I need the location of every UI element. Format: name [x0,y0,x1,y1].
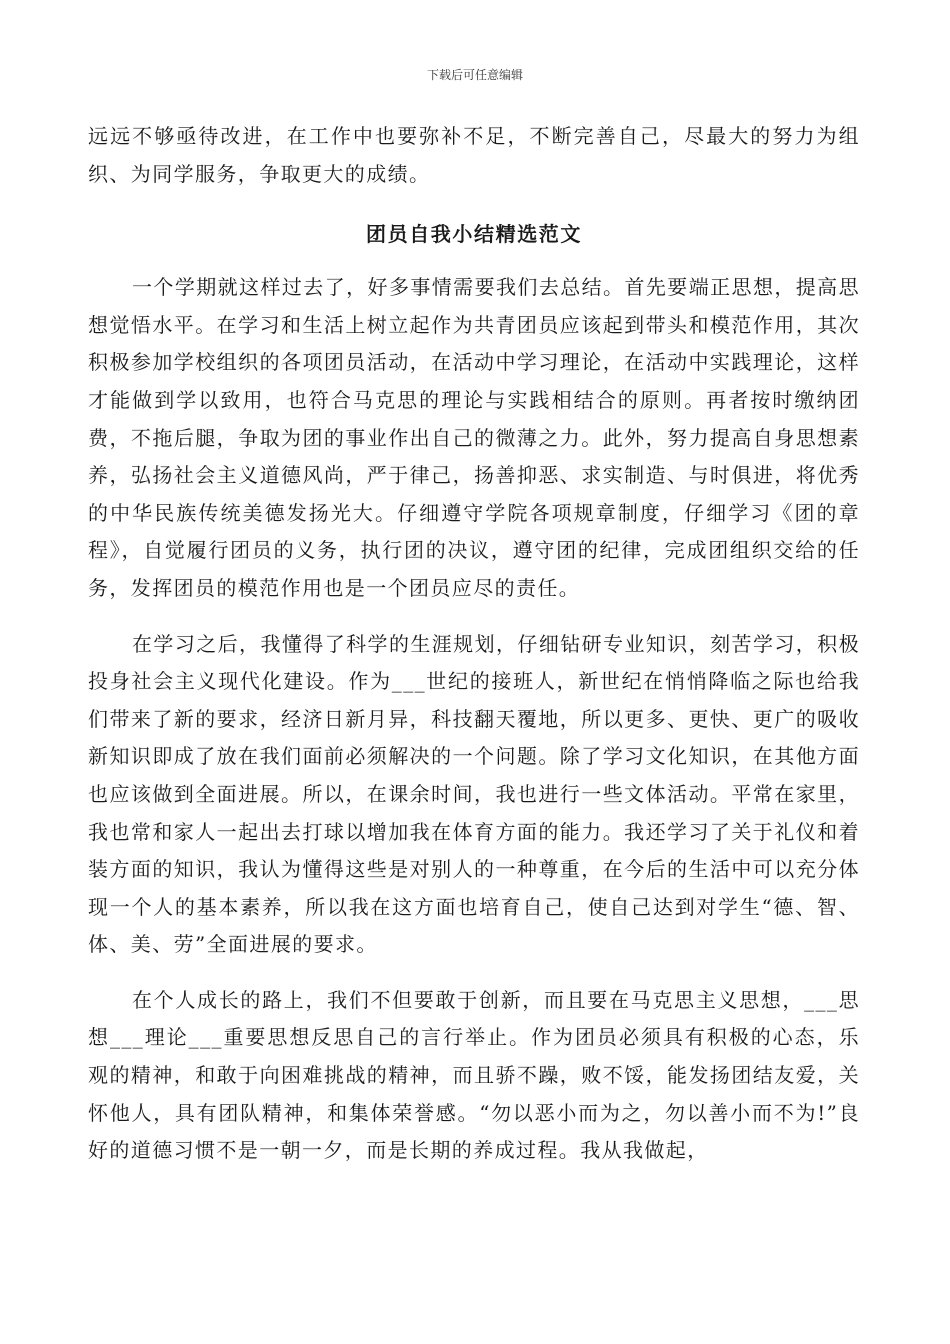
paragraph-gap [88,608,860,626]
body-paragraph-2: 在学习之后，我懂得了科学的生涯规划，仔细钻研专业知识，刻苦学习，积极投身社会主义现代化建设。作为___世纪的接班人，新世纪在悄悄降临之际也给我们带来了新的要求，经济日新月异，科技翻天覆地，所以更多、更快、更广的吸收新知识即成了放在我们面前必须解决的一个问题。除了学习文化知识，在其他方面也应该做到全面进展。所以，在课余时间，我也进行一些文体活动。平常在家里，我也常和家人一起出去打球以增加我在体育方面的能力。我还学习了关于礼仪和着装方面的知识，我认为懂得这些是对别人的一种尊重，在今后的生活中可以充分体现一个人的基本素养，所以我在这方面也培育自己，使自己达到对学生“德、智、体、美、劳”全面进展的要求。 [88,631,860,957]
paragraph-gap [88,964,860,982]
body-paragraph-1: 一个学期就这样过去了，好多事情需要我们去总结。首先要端正思想，提高思想觉悟水平。在学习和生活上树立起作为共青团员应该起到带头和模范作用，其次积极参加学校组织的各项团员活动，在活动中学习理论，在活动中实践理论，这样才能做到学以致用，也符合马克思的理论与实践相结合的原则。再者按时缴纳团费，不拖后腿，争取为团的事业作出自己的微薄之力。此外，努力提高自身思想素养，弘扬社会主义道德风尚，严于律己，扬善抑恶、求实制造、与时俱进，将优秀的中华民族传统美德发扬光大。仔细遵守学院各项规章制度，仔细学习《团的章程》，自觉履行团员的义务，执行团的决议，遵守团的纪律，完成团组织交给的任务，发挥团员的模范作用也是一个团员应尽的责任。 [88,275,860,600]
body-paragraph-3: 在个人成长的路上，我们不但要敢于创新，而且要在马克思主义思想，___思想___理论___重要思想反思自己的言行举止。作为团员必须具有积极的心态，乐观的精神，和敢于向困难挑战的精神，而且骄不躁，败不馁，能发扬团结友爱，关怀他人，具有团队精神，和集体荣誉感。“勿以恶小而为之，勿以善小而不为!”良好的道德习惯不是一朝一夕，而是长期的养成过程。我从我做起， [88,987,860,1163]
intro-paragraph: 远远不够亟待改进，在工作中也要弥补不足，不断完善自己，尽最大的努力为组织、为同学服务，争取更大的成绩。 [88,124,860,186]
page-header: 下载后可任意编辑 [426,68,523,82]
section-title: 团员自我小结精选范文 [366,222,582,247]
document-body [88,118,860,1170]
